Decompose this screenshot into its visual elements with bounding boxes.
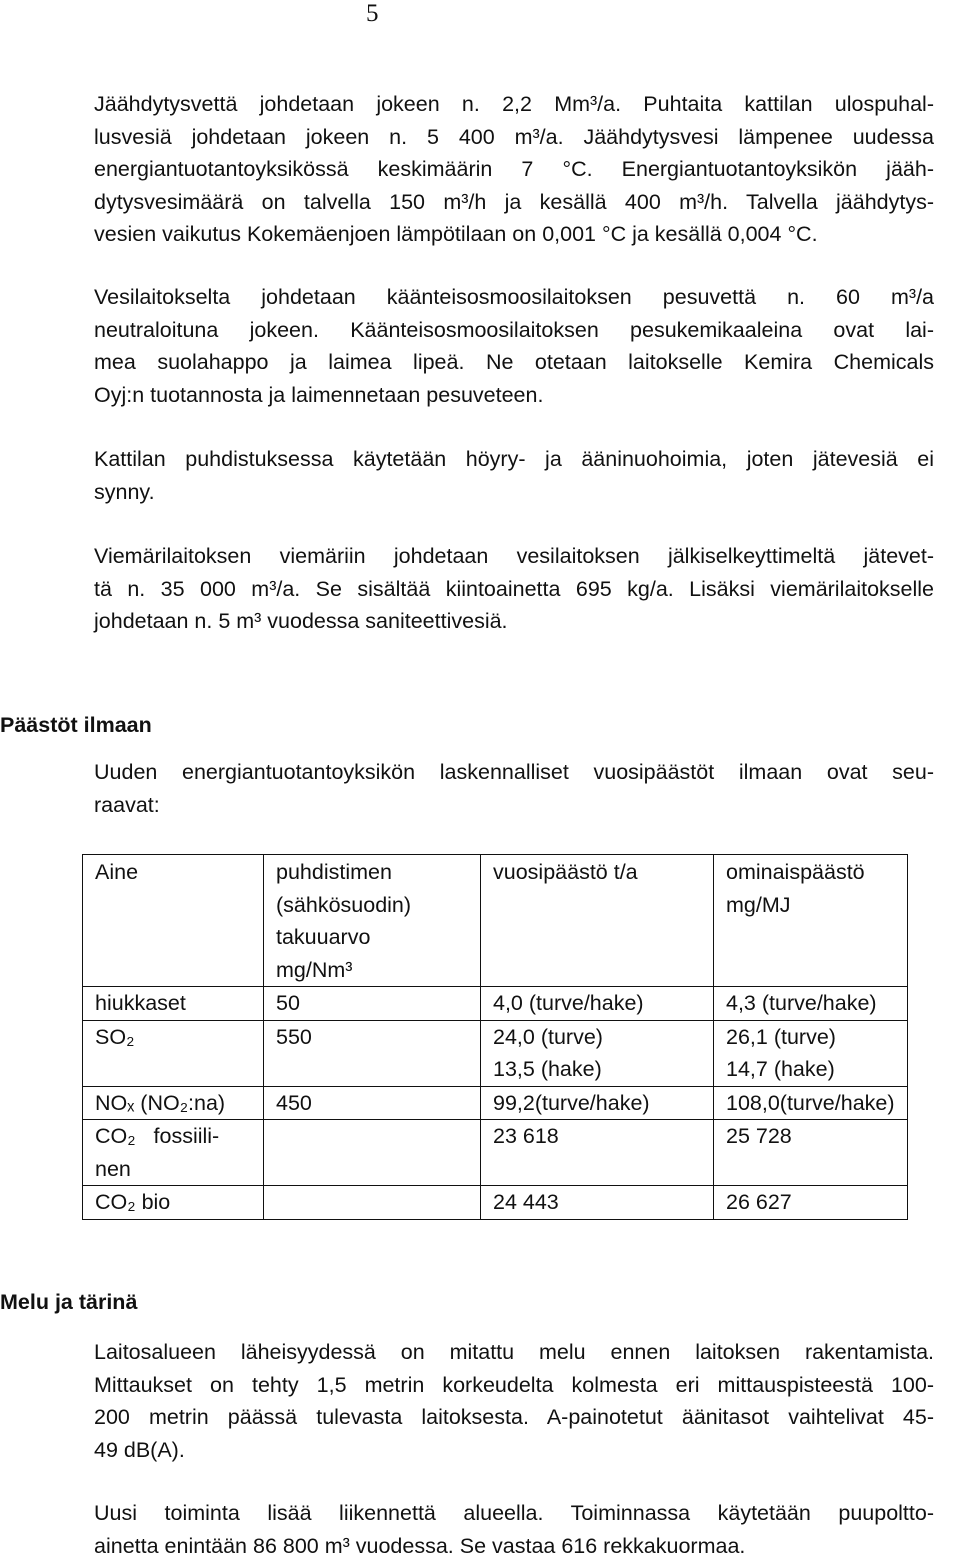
text-line: Uuden energiantuotantoyksikön laskennalliset vuosipäästöt ilmaan ovat seu- [94, 756, 934, 789]
header-cell-annual: vuosipäästö t/a [481, 855, 714, 987]
header-cell-guarantee: puhdistimen (sähkösuodin) takuuarvo mg/Nm³ [264, 855, 481, 987]
table-cell: 99,2(turve/hake) [481, 1086, 714, 1120]
page-number: 5 [366, 0, 379, 28]
noise-paragraph-1 [94, 1336, 934, 1466]
table-header-row [83, 855, 908, 987]
text-line: 49 dB(A). [94, 1434, 934, 1467]
table-row [83, 1020, 908, 1086]
table-cell: 24 443 [481, 1186, 714, 1220]
water-paragraph-3 [94, 443, 934, 508]
heading-air-emissions: Päästöt ilmaan [0, 713, 152, 738]
table-cell: 108,0(turve/hake) [714, 1086, 908, 1120]
table-cell: 23 618 [481, 1120, 714, 1186]
table-row [83, 1120, 908, 1186]
table-cell: CO₂ bio [83, 1186, 264, 1220]
text-line: dytysvesimäärä on talvella 150 m³/h ja kesällä 400 m³/h. Talvella jäähdytys- [94, 186, 934, 219]
table-cell [264, 1186, 481, 1220]
table-cell: CO₂ fossiili- nen [83, 1120, 264, 1186]
water-paragraph-1 [94, 88, 934, 251]
table-cell: 26,1 (turve) 14,7 (hake) [714, 1020, 908, 1086]
table-row [83, 1186, 908, 1220]
table-cell [264, 1120, 481, 1186]
table-cell: 24,0 (turve) 13,5 (hake) [481, 1020, 714, 1086]
header-cell-substance: Aine [83, 855, 264, 987]
header-cell-specific: ominaispäästö mg/MJ [714, 855, 908, 987]
text-line: mea suolahappo ja laimea lipeä. Ne otetaan laitokselle Kemira Chemicals [94, 346, 934, 379]
table-cell: 4,0 (turve/hake) [481, 987, 714, 1021]
water-paragraph-2 [94, 281, 934, 411]
text-line: Oyj:n tuotannosta ja laimennetaan pesuveteen. [94, 379, 934, 412]
text-line: Kattilan puhdistuksessa käytetään höyry- ja ääninuohoimia, joten jätevesiä ei [94, 443, 934, 476]
table-cell: 550 [264, 1020, 481, 1086]
emissions-table [82, 854, 908, 1220]
text-line: raavat: [94, 789, 934, 822]
table-cell: 4,3 (turve/hake) [714, 987, 908, 1021]
table-row [83, 1086, 908, 1120]
table-cell: SO₂ [83, 1020, 264, 1086]
text-line: Jäähdytysvettä johdetaan jokeen n. 2,2 Mm³/a. Puhtaita kattilan ulospuhal- [94, 88, 934, 121]
heading-noise-vibration: Melu ja tärinä [0, 1290, 137, 1315]
text-line: neutraloituna jokeen. Käänteisosmoosilaitoksen pesukemikaaleina ovat lai- [94, 314, 934, 347]
water-paragraph-4 [94, 540, 934, 638]
noise-paragraph-2 [94, 1497, 934, 1562]
table-cell: 50 [264, 987, 481, 1021]
text-line: Laitosalueen läheisyydessä on mitattu melu ennen laitoksen rakentamista. [94, 1336, 934, 1369]
text-line: johdetaan n. 5 m³ vuodessa saniteettivesiä. [94, 605, 934, 638]
table-cell: 450 [264, 1086, 481, 1120]
text-line: lusvesiä johdetaan jokeen n. 5 400 m³/a. Jäähdytysvesi lämpenee uudessa [94, 121, 934, 154]
text-line: Viemärilaitoksen viemäriin johdetaan vesilaitoksen jälkiselkeyttimeltä jätevet- [94, 540, 934, 573]
table-cell: 25 728 [714, 1120, 908, 1186]
table-cell: 26 627 [714, 1186, 908, 1220]
table-cell: hiukkaset [83, 987, 264, 1021]
text-line: energiantuotantoyksikössä keskimäärin 7 °C. Energiantuotantoyksikön jääh- [94, 153, 934, 186]
text-line: ainetta enintään 86 800 m³ vuodessa. Se vastaa 616 rekkakuormaa. [94, 1530, 934, 1562]
air-emissions-intro [94, 756, 934, 821]
table-cell: NOₓ (NO₂:na) [83, 1086, 264, 1120]
text-line: 200 metrin päässä tulevasta laitoksesta. A-painotetut äänitasot vaihtelivat 45- [94, 1401, 934, 1434]
text-line: synny. [94, 476, 934, 509]
text-line: Vesilaitokselta johdetaan käänteisosmoosilaitoksen pesuvettä n. 60 m³/a [94, 281, 934, 314]
text-line: Mittaukset on tehty 1,5 metrin korkeudelta kolmesta eri mittauspisteestä 100- [94, 1369, 934, 1402]
text-line: tä n. 35 000 m³/a. Se sisältää kiintoainetta 695 kg/a. Lisäksi viemärilaitokselle [94, 573, 934, 606]
text-line: Uusi toiminta lisää liikennettä alueella. Toiminnassa käytetään puupoltto- [94, 1497, 934, 1530]
text-line: vesien vaikutus Kokemäenjoen lämpötilaan on 0,001 °C ja kesällä 0,004 °C. [94, 218, 934, 251]
table-row [83, 987, 908, 1021]
